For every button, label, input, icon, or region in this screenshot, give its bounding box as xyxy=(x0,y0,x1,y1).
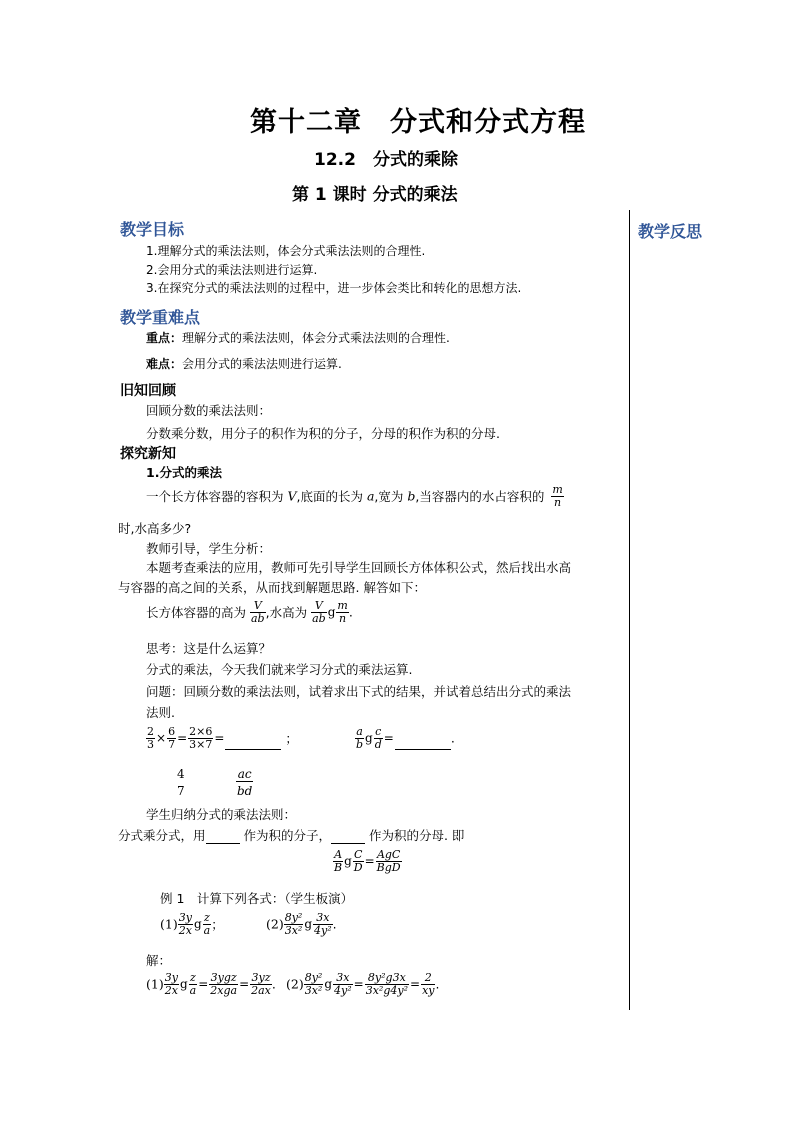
fraction-v-over-ab xyxy=(311,600,327,624)
frac-num: ac xyxy=(237,767,252,781)
equals-sign: = xyxy=(214,731,225,746)
frac-den: 2ax xyxy=(251,983,271,997)
height-formula xyxy=(146,600,353,624)
times-sign: × xyxy=(156,731,167,746)
dot-g: g xyxy=(193,917,202,932)
subheading-fraction-multiplication: 1.分式的乘法 xyxy=(146,465,222,480)
numeric-exercise xyxy=(146,726,298,750)
fraction-3yz-2ax xyxy=(250,972,272,996)
frac-den: a xyxy=(203,923,211,937)
question-line-1: 问题：回顾分数的乘法法则，试着求出下式的结果，并试着总结出分式的乘法 xyxy=(146,684,572,699)
part-label: (2) xyxy=(266,916,284,932)
frac-num: z xyxy=(204,911,210,924)
dot-g: g xyxy=(179,977,188,992)
height-text-a: 长方体容器的高为 xyxy=(146,605,247,621)
today-topic: 分式的乘法，今天我们就来学习分式的乘法运算. xyxy=(146,662,413,677)
frac-num: z xyxy=(190,971,196,984)
part-label: (1) xyxy=(146,976,164,992)
equals-sign: = xyxy=(383,731,394,746)
equals-sign: = xyxy=(239,977,250,992)
reflection-heading: 教学反思 xyxy=(638,222,703,241)
fraction-m-over-n xyxy=(551,484,563,508)
frac-num: 2×6 xyxy=(189,725,213,738)
fraction-c-d xyxy=(374,726,383,750)
example-1-part-1 xyxy=(160,912,224,936)
period: . xyxy=(348,604,353,620)
var-b: b xyxy=(407,488,416,504)
goals-heading: 教学目标 xyxy=(120,220,185,239)
equals-sign: = xyxy=(410,977,421,992)
numerator-blank[interactable] xyxy=(206,830,240,844)
frac-den: 3x² xyxy=(284,923,303,937)
solution-label: 解： xyxy=(146,953,172,968)
teacher-guide: 教师引导，学生分析： xyxy=(146,541,272,556)
fraction-4-7 xyxy=(176,768,186,797)
rule-text-c: 作为积的分母. 即 xyxy=(365,828,465,843)
equals-sign: = xyxy=(353,977,364,992)
frac-den: xy xyxy=(422,983,435,997)
review-line-2: 分数乘分数，用分子的积作为积的分子，分母的积作为积的分母. xyxy=(146,426,500,441)
think-question: 思考：这是什么运算？ xyxy=(146,641,272,656)
goal-item-1: 1.理解分式的乘法法则，体会分式乘法法则的合理性. xyxy=(146,244,426,258)
problem-text-b: ,底面的长为 xyxy=(296,489,367,505)
period: . xyxy=(450,730,455,746)
solution-part-2 xyxy=(286,972,439,996)
frac-den: D xyxy=(353,860,363,874)
answer-4-7 xyxy=(176,768,186,797)
rule-text-a: 分式乘分式，用 xyxy=(118,828,206,843)
frac-num: 6 xyxy=(168,725,176,738)
lesson-title: 第 1 课时 分式的乘法 xyxy=(292,185,458,205)
key-point xyxy=(146,329,450,346)
frac-den: 4y² xyxy=(334,983,352,997)
review-line-1: 回顾分数的乘法法则： xyxy=(146,403,272,418)
rule-formula xyxy=(333,849,402,873)
frac-den: d xyxy=(374,737,382,751)
example-1-part-2 xyxy=(266,912,337,936)
frac-den: B xyxy=(334,860,343,874)
frac-num: 8y² xyxy=(304,971,323,984)
height-text-b: ,水高为 xyxy=(265,605,308,621)
goal-item-3: 3.在探究分式的乘法法则的过程中，进一步体会类比和转化的思想方法. xyxy=(146,281,522,295)
fraction-2-3 xyxy=(146,726,155,750)
fraction-z-a xyxy=(203,912,212,936)
fraction-3x-4y2 xyxy=(333,972,353,996)
frac-den: 3x²g4y² xyxy=(365,983,408,997)
frac-num: 3y xyxy=(164,971,178,984)
frac-num: 3y xyxy=(178,911,192,924)
dot-g: g xyxy=(344,854,352,869)
frac-num: V xyxy=(314,599,323,612)
difficult-text: 会用分式的乘法法则进行运算. xyxy=(182,357,342,371)
equals-sign: = xyxy=(364,854,375,869)
frac-den: b xyxy=(356,737,364,751)
problem-text-d: ,当容器内的水占容积的 xyxy=(415,489,545,505)
frac-num: A xyxy=(334,848,343,861)
frac-den: 7 xyxy=(177,783,185,798)
frac-den: ab xyxy=(251,611,265,625)
period: . xyxy=(271,976,276,992)
frac-den: 3x² xyxy=(304,983,323,997)
frac-num: 3yz xyxy=(251,971,271,984)
frac-den: ab xyxy=(312,611,326,625)
frac-den: a xyxy=(189,983,197,997)
student-summary: 学生归纳分式的乘法法则： xyxy=(146,807,297,822)
problem-text-a: 一个长方体容器的容积为 xyxy=(146,489,288,505)
answer-blank[interactable] xyxy=(225,735,281,750)
fraction-a-b xyxy=(355,726,364,750)
problem-question: 时,水高多少? xyxy=(118,521,192,536)
frac-den: 3 xyxy=(147,737,154,751)
equals-sign: = xyxy=(198,977,209,992)
frac-den: 3×7 xyxy=(189,737,213,751)
frac-num: c xyxy=(375,725,382,738)
var-v: V xyxy=(287,488,297,504)
equals-sign: = xyxy=(177,731,188,746)
answer-ac-bd xyxy=(236,768,253,797)
section-title: 12.2 分式的乘除 xyxy=(314,150,458,170)
fraction-ac-bd xyxy=(236,768,253,797)
fraction-AC-BD xyxy=(376,849,402,873)
frac-den: 2x xyxy=(164,983,178,997)
key-text: 理解分式的乘法法则，体会分式乘法法则的合理性. xyxy=(182,331,450,345)
fraction-3y-2x xyxy=(178,912,193,936)
frac-den: BgD xyxy=(376,860,401,874)
frac-num: m xyxy=(337,599,348,612)
frac-num: 8y²g3x xyxy=(367,971,406,984)
frac-den: n xyxy=(336,612,348,625)
dot-g: g xyxy=(327,605,336,620)
frac-den: 2xga xyxy=(210,983,238,997)
analysis-line-1: 本题考查乘法的应用，教师可先引导学生回顾长方体体积公式，然后找出水高 xyxy=(146,560,572,575)
frac-num: m xyxy=(552,483,563,496)
fraction-8y2-3x2 xyxy=(284,912,304,936)
problem-statement xyxy=(146,484,564,508)
fraction-6-7 xyxy=(167,726,176,750)
algebraic-exercise xyxy=(355,726,455,750)
fraction-8y2-3x2 xyxy=(304,972,324,996)
analysis-line-2: 与容器的高之间的关系，从而找到解题思路. 解答如下： xyxy=(118,580,426,595)
frac-den: 7 xyxy=(168,737,176,751)
period: . xyxy=(332,916,337,932)
frac-den: 4y² xyxy=(314,923,332,937)
fraction-product xyxy=(365,972,409,996)
question-line-2: 法则. xyxy=(146,705,175,720)
denominator-blank[interactable] xyxy=(331,830,365,844)
frac-num: 3x xyxy=(336,971,350,984)
frac-den: n xyxy=(551,496,563,509)
fraction-2-xy xyxy=(421,972,435,996)
difficult-point xyxy=(146,355,342,372)
difficult-label: 难点： xyxy=(146,357,183,371)
answer-blank[interactable] xyxy=(395,735,451,750)
frac-den: bd xyxy=(236,781,253,798)
fraction-C-D xyxy=(353,849,364,873)
fraction-v-over-ab xyxy=(250,600,266,624)
semicolon: ； xyxy=(285,731,298,747)
column-divider xyxy=(629,210,630,1010)
rule-statement xyxy=(118,826,464,844)
explore-heading: 探究新知 xyxy=(120,446,176,462)
keypoints-heading: 教学重难点 xyxy=(120,308,201,327)
frac-num: 3ygz xyxy=(210,971,237,984)
review-heading: 旧知回顾 xyxy=(120,383,176,399)
frac-num: 3x xyxy=(316,911,330,924)
problem-text-c: ,宽为 xyxy=(374,489,408,505)
solution-part-1 xyxy=(146,972,276,996)
example-1-label: 例 1 计算下列各式：（学生板演） xyxy=(160,891,354,906)
fraction-3y-2x xyxy=(164,972,179,996)
frac-num: 4 xyxy=(177,767,185,781)
fraction-3ygz-2xga xyxy=(209,972,238,996)
dot-g: g xyxy=(304,917,313,932)
part-label: (2) xyxy=(286,976,304,992)
key-label: 重点： xyxy=(146,331,183,345)
period: . xyxy=(435,976,440,992)
chapter-title: 第十二章 分式和分式方程 xyxy=(250,107,586,138)
frac-num: C xyxy=(353,848,363,861)
dot-g: g xyxy=(324,977,333,992)
var-a: a xyxy=(366,488,375,504)
frac-num: 2 xyxy=(147,725,154,738)
fraction-2x6-3x7 xyxy=(188,726,213,750)
goal-item-2: 2.会用分式的乘法法则进行运算. xyxy=(146,263,318,277)
frac-num: 8y² xyxy=(284,911,303,924)
dot-g: g xyxy=(365,731,373,746)
fraction-3x-4y2 xyxy=(313,912,333,936)
frac-num: a xyxy=(356,725,363,738)
frac-num: AgC xyxy=(376,848,401,861)
rule-text-b: 作为积的分子， xyxy=(239,828,331,843)
fraction-m-over-n xyxy=(336,600,348,624)
fraction-z-a xyxy=(189,972,198,996)
frac-num: V xyxy=(253,599,262,612)
frac-den: 2x xyxy=(178,923,192,937)
semicolon: ； xyxy=(211,917,224,933)
frac-num: 2 xyxy=(424,971,432,984)
fraction-A-B xyxy=(333,849,343,873)
part-label: (1) xyxy=(160,916,178,932)
